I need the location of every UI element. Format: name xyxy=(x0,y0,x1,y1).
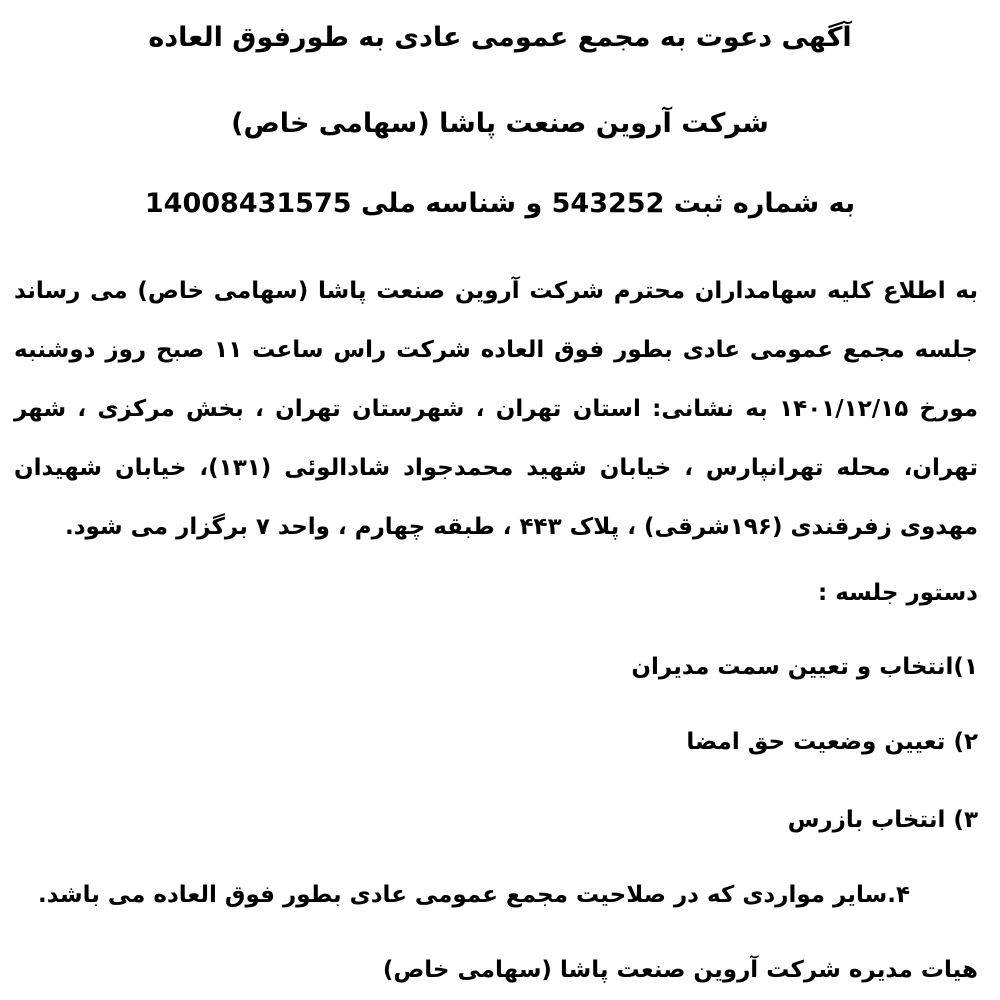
paragraph-line: مهدوی زفرقندی (۱۹۶شرقی) ، پلاک ۴۴۳ ، طبقه چهارم ، واحد ۷ برگزار می شود. xyxy=(64,514,978,540)
registration-heading xyxy=(0,184,1000,224)
paragraph-line: به اطلاع کلیه سهامداران محترم شرکت آروین صنعت پاشا (سهامی خاص) می رساند xyxy=(14,278,978,304)
agenda-item: ۲) تعیین وضعیت حق امضا xyxy=(686,729,978,755)
notice-title: آگهی دعوت به مجمع عمومی عادی به طورفوق العاده xyxy=(148,22,852,53)
agenda-item: ۳) انتخاب بازرس xyxy=(787,807,978,833)
announcement-paragraph xyxy=(14,262,978,557)
registration-number: 543252 xyxy=(551,188,665,219)
agenda-heading: دستور جلسه : xyxy=(817,580,978,606)
national-id-number: 14008431575 xyxy=(144,188,352,219)
agenda-item: ۱)انتخاب و تعیین سمت مدیران xyxy=(631,654,978,680)
agenda-item: ۴.سایر مواردی که در صلاحیت مجمع عمومی عادی بطور فوق العاده می باشد. xyxy=(37,882,910,908)
paragraph-line: تهران، محله تهرانپارس ، خیابان شهید محمدجواد شادالوئی (۱۳۱)، خیابان شهیدان xyxy=(14,455,978,481)
board-signature: هیات مدیره شرکت آروین صنعت پاشا (سهامی خاص) xyxy=(382,957,978,983)
registration-prefix: به شماره ثبت xyxy=(673,188,856,219)
paragraph-line: مورخ ۱۴۰۱/۱۲/۱۵ به نشانی: استان تهران ، شهرستان تهران ، بخش مرکزی ، شهر xyxy=(14,396,979,422)
paragraph-line: جلسه مجمع عمومی عادی بطور فوق العاده شرکت راس ساعت ۱۱ صبح روز دوشنبه xyxy=(14,337,979,363)
company-name-heading: شرکت آروین صنعت پاشا (سهامی خاص) xyxy=(231,108,769,139)
national-id-prefix: و شناسه ملی xyxy=(360,188,543,219)
